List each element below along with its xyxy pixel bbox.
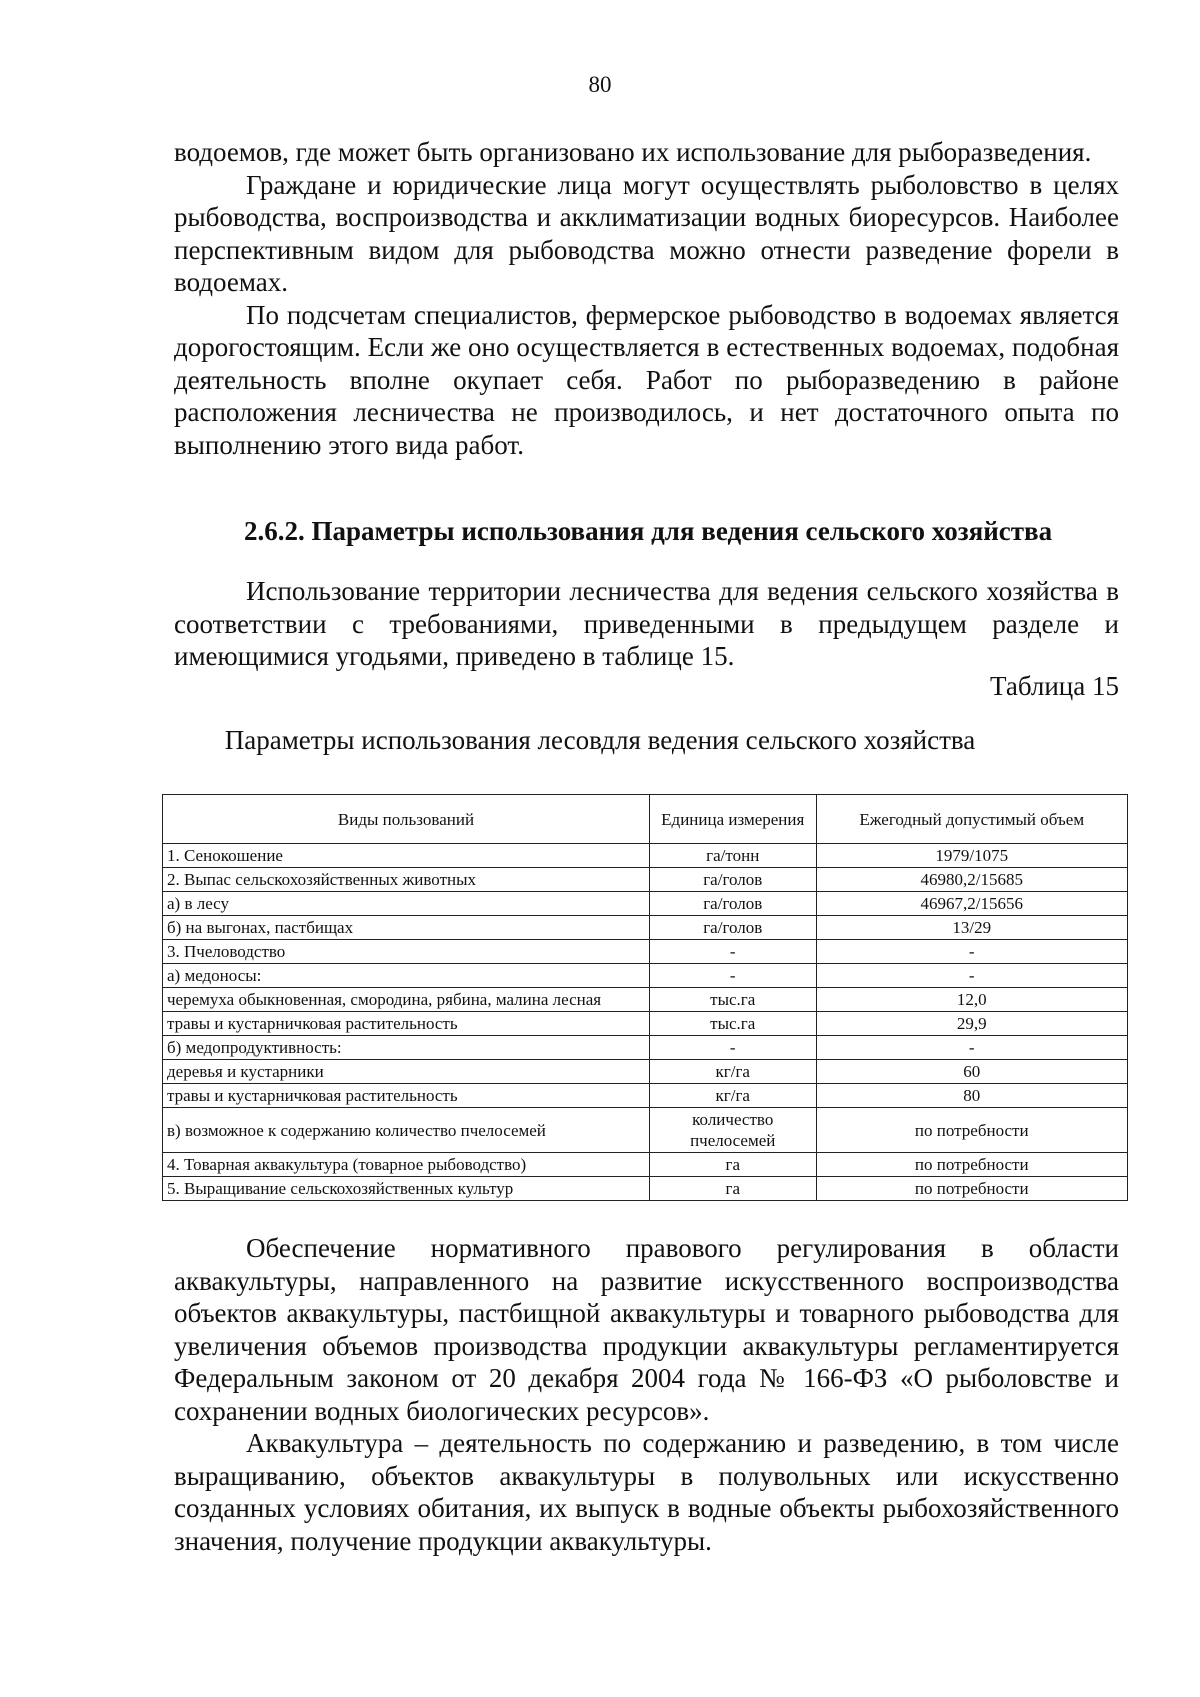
cell-kind: а) в лесу xyxy=(163,892,650,916)
cell-kind: 3. Пчеловодство xyxy=(163,940,650,964)
table-row xyxy=(163,844,1128,868)
cell-kind: травы и кустарничковая растительность xyxy=(163,1012,650,1036)
cell-volume: - xyxy=(816,964,1127,988)
bottom-text-block xyxy=(174,1232,1119,1557)
cell-unit: - xyxy=(649,964,816,988)
cell-volume: 46967,2/15656 xyxy=(816,892,1127,916)
cell-volume: 80 xyxy=(816,1084,1127,1108)
cell-volume: 13/29 xyxy=(816,916,1127,940)
header-unit: Единица измерения xyxy=(649,795,816,844)
cell-unit: га xyxy=(649,1153,816,1177)
cell-kind: а) медоносы: xyxy=(163,964,650,988)
cell-volume: по потребности xyxy=(816,1108,1127,1153)
table-row xyxy=(163,964,1128,988)
cell-kind: 1. Сенокошение xyxy=(163,844,650,868)
cell-unit: - xyxy=(649,1036,816,1060)
cell-volume: 29,9 xyxy=(816,1012,1127,1036)
header-volume: Ежегодный допустимый объем xyxy=(816,795,1127,844)
cell-volume: - xyxy=(816,1036,1127,1060)
cell-volume: - xyxy=(816,940,1127,964)
table-row xyxy=(163,1012,1128,1036)
page-number: 80 xyxy=(588,72,612,97)
top-text-block xyxy=(174,136,1119,461)
table-row xyxy=(163,1177,1128,1201)
cell-unit: тыс.га xyxy=(649,988,816,1012)
cell-kind: 4. Товарная аквакультура (товарное рыбоводство) xyxy=(163,1153,650,1177)
table-header-row xyxy=(163,795,1128,844)
paragraph: Аквакультура – деятельность по содержанию и разведению, в том числе выращиванию, объектов аквакультуры в полувольных или искусственно созданных условиях обитания, их выпуск в водные объекты рыбохозяйственного значения, получение продукции аквакультуры. xyxy=(174,1428,1119,1556)
cell-kind: б) медопродуктивность: xyxy=(163,1036,650,1060)
cell-volume: по потребности xyxy=(816,1153,1127,1177)
cell-kind: б) на выгонах, пастбищах xyxy=(163,916,650,940)
section-heading: 2.6.2. Параметры использования для ведения сельского хозяйства xyxy=(244,516,1053,546)
cell-kind: в) возможное к содержанию количество пчелосемей xyxy=(163,1108,650,1153)
cell-unit: кг/га xyxy=(649,1060,816,1084)
cell-kind: 2. Выпас сельскохозяйственных животных xyxy=(163,868,650,892)
paragraph: водоемов, где может быть организовано их использование для рыборазведения. xyxy=(174,137,1092,167)
paragraph: Граждане и юридические лица могут осуществлять рыболовство в целях рыбоводства, воспроизводства и акклиматизации водных биоресурсов. Наиболее перспективным видом для рыбоводства можно отнести разведение форели в водоемах. xyxy=(174,169,1119,297)
paragraph: Обеспечение нормативного правового регулирования в области аквакультуры, направленного на развитие искусственного воспроизводства объектов аквакультуры, пастбищной аквакультуры и товарного рыбоводства для увеличения объемов производства продукции аквакультуры регламентируется Федеральным законом от 20 декабря 2004 года № 166-ФЗ «О рыболовстве и сохранении водных биологических ресурсов». xyxy=(174,1233,1119,1426)
cell-kind: черемуха обыкновенная, смородина, рябина, малина лесная xyxy=(163,988,650,1012)
table-row xyxy=(163,1108,1128,1153)
cell-volume: по потребности xyxy=(816,1177,1127,1201)
cell-volume: 60 xyxy=(816,1060,1127,1084)
cell-volume: 46980,2/15685 xyxy=(816,868,1127,892)
cell-unit: га/тонн xyxy=(649,844,816,868)
table-row xyxy=(163,988,1128,1012)
parameters-table xyxy=(162,794,1128,1201)
cell-volume: 1979/1075 xyxy=(816,844,1127,868)
paragraph: По подсчетам специалистов, фермерское рыбоводство в водоемах является дорогостоящим. Если же оно осуществляется в естественных водоемах, подобная деятельность вполне окупает себя. Работ по рыборазведению в районе расположения лесничества не производилось, и нет достаточного опыта по выполнению этого вида работ. xyxy=(174,299,1119,460)
intro-text-block xyxy=(174,575,1119,673)
header-kinds: Виды пользований xyxy=(163,795,650,844)
table-row xyxy=(163,892,1128,916)
cell-kind: 5. Выращивание сельскохозяйственных культур xyxy=(163,1177,650,1201)
cell-unit: кг/га xyxy=(649,1084,816,1108)
cell-unit: га xyxy=(649,1177,816,1201)
cell-unit: га/голов xyxy=(649,892,816,916)
cell-unit: га/голов xyxy=(649,916,816,940)
cell-kind: травы и кустарничковая растительность xyxy=(163,1084,650,1108)
cell-volume: 12,0 xyxy=(816,988,1127,1012)
paragraph: Использование территории лесничества для ведения сельского хозяйства в соответствии с требованиями, приведенными в предыдущем разделе и имеющимися угодьями, приведено в таблице 15. xyxy=(174,576,1119,671)
cell-unit: га/голов xyxy=(649,868,816,892)
cell-unit: тыс.га xyxy=(649,1012,816,1036)
table-row xyxy=(163,1153,1128,1177)
table-row xyxy=(163,916,1128,940)
table-row xyxy=(163,1084,1128,1108)
table-row xyxy=(163,1060,1128,1084)
table-number: Таблица 15 xyxy=(990,671,1119,701)
cell-kind: деревья и кустарники xyxy=(163,1060,650,1084)
table-row xyxy=(163,868,1128,892)
table-row xyxy=(163,1036,1128,1060)
table-title: Параметры использования лесовдля ведения сельского хозяйства xyxy=(224,725,976,755)
cell-unit: количество пчелосемей xyxy=(649,1108,816,1153)
table-row xyxy=(163,940,1128,964)
cell-unit: - xyxy=(649,940,816,964)
